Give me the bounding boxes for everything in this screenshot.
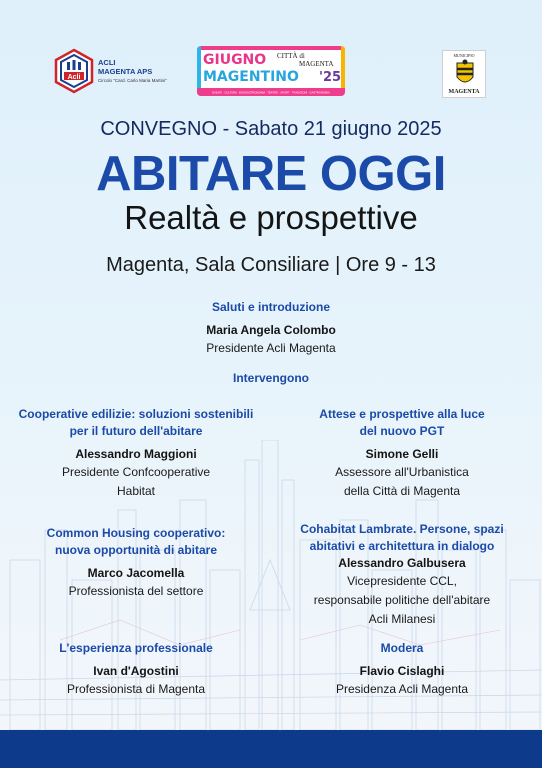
acli-logo bbox=[54, 48, 204, 96]
comune-magenta-logo bbox=[442, 50, 486, 98]
svg-text:MAGENTINO: MAGENTINO bbox=[203, 69, 299, 85]
svg-text:MAGENTA: MAGENTA bbox=[299, 60, 334, 68]
talk-heading: del nuovo PGT bbox=[359, 424, 445, 438]
page-title: ABITARE OGGI bbox=[96, 147, 446, 201]
talk-heading: Common Housing cooperativo: bbox=[46, 526, 226, 540]
talk-heading: Cooperative edilizie: soluzioni sostenibili bbox=[18, 407, 254, 421]
comune-bottom-label: MAGENTA bbox=[448, 89, 480, 95]
talk-heading: per il futuro dell'abitare bbox=[69, 424, 203, 438]
comune-top-label: MUNICIPIO bbox=[453, 53, 475, 58]
venue-time: Magenta, Sala Consiliare | Ore 9 - 13 bbox=[106, 254, 436, 276]
speaker-name: Alessandro Galbusera bbox=[338, 556, 466, 570]
left-talk-3 bbox=[16, 640, 256, 699]
logos-row bbox=[0, 46, 542, 102]
left-talk-2 bbox=[16, 525, 256, 601]
speaker-role: Professionista di Magenta bbox=[66, 682, 206, 696]
acli-line3: Circolo "Card. Carlo Maria Martini" bbox=[98, 78, 167, 83]
acli-emblem-icon bbox=[54, 48, 94, 94]
speaker-role: Professionista del settore bbox=[68, 584, 204, 598]
speaker-name: Flavio Cislaghi bbox=[359, 664, 445, 678]
talk-heading: Cohabitat Lambrate. Persone, spazi bbox=[300, 522, 504, 536]
speaker-role: Acli Milanesi bbox=[368, 612, 436, 626]
right-talk-3 bbox=[282, 640, 522, 699]
page-subtitle: Realtà e prospettive bbox=[124, 199, 418, 236]
speaker-name: Simone Gelli bbox=[365, 447, 439, 461]
speaker-role: Vicepresidente CCL, bbox=[347, 574, 457, 588]
speaker-role: Presidenza Acli Magenta bbox=[335, 682, 469, 696]
left-talk-1 bbox=[16, 406, 256, 501]
intervengono-label-block bbox=[0, 370, 542, 387]
speaker-role: Habitat bbox=[116, 484, 156, 498]
talk-heading: Modera bbox=[380, 641, 424, 655]
footer-band bbox=[0, 730, 542, 768]
right-talk-2 bbox=[282, 521, 522, 629]
event-line: CONVEGNO - Sabato 21 giugno 2025 bbox=[100, 118, 442, 140]
city-crest-icon bbox=[443, 59, 487, 91]
intervengono-label: Intervengono bbox=[232, 371, 309, 385]
speaker-role: Assessore all'Urbanistica bbox=[335, 465, 469, 479]
giugno-magentino-logo bbox=[197, 46, 345, 96]
intro-speaker: Maria Angela Colombo bbox=[206, 323, 336, 337]
intro-heading: Saluti e introduzione bbox=[211, 300, 330, 314]
talk-heading: Attese e prospettive alla luce bbox=[319, 407, 485, 421]
speaker-name: Alessandro Maggioni bbox=[75, 447, 197, 461]
right-talk-1 bbox=[282, 406, 522, 501]
speaker-role: Presidente Confcooperative bbox=[61, 465, 211, 479]
svg-text:GIUGNO: GIUGNO bbox=[203, 52, 267, 68]
speaker-role: responsabile politiche dell'abitare bbox=[313, 593, 491, 607]
speaker-role: della Città di Magenta bbox=[343, 484, 461, 498]
talk-heading: abitativi e architettura in dialogo bbox=[309, 539, 495, 553]
speaker-name: Ivan d'Agostini bbox=[93, 664, 179, 678]
svg-text:'25: '25 bbox=[319, 70, 342, 85]
speaker-name: Marco Jacomella bbox=[87, 566, 185, 580]
intro-role: Presidente Acli Magenta bbox=[206, 341, 336, 355]
talk-heading: nuova opportunità di abitare bbox=[54, 543, 217, 557]
intro-block bbox=[0, 299, 542, 358]
svg-text:EVENTI · CULTURA · ENOGASTRONO: EVENTI · CULTURA · ENOGASTRONOMIA · TEATRO · SPORT · TRADIZIONI · GASTRONOMIA bbox=[212, 91, 330, 95]
svg-text:Acli: Acli bbox=[67, 74, 81, 81]
acli-line2: MAGENTA APS bbox=[98, 67, 153, 76]
svg-text:CITTÀ di: CITTÀ di bbox=[277, 52, 305, 60]
acli-line1: ACLI bbox=[98, 58, 116, 67]
talk-heading: L'esperienza professionale bbox=[59, 641, 213, 655]
